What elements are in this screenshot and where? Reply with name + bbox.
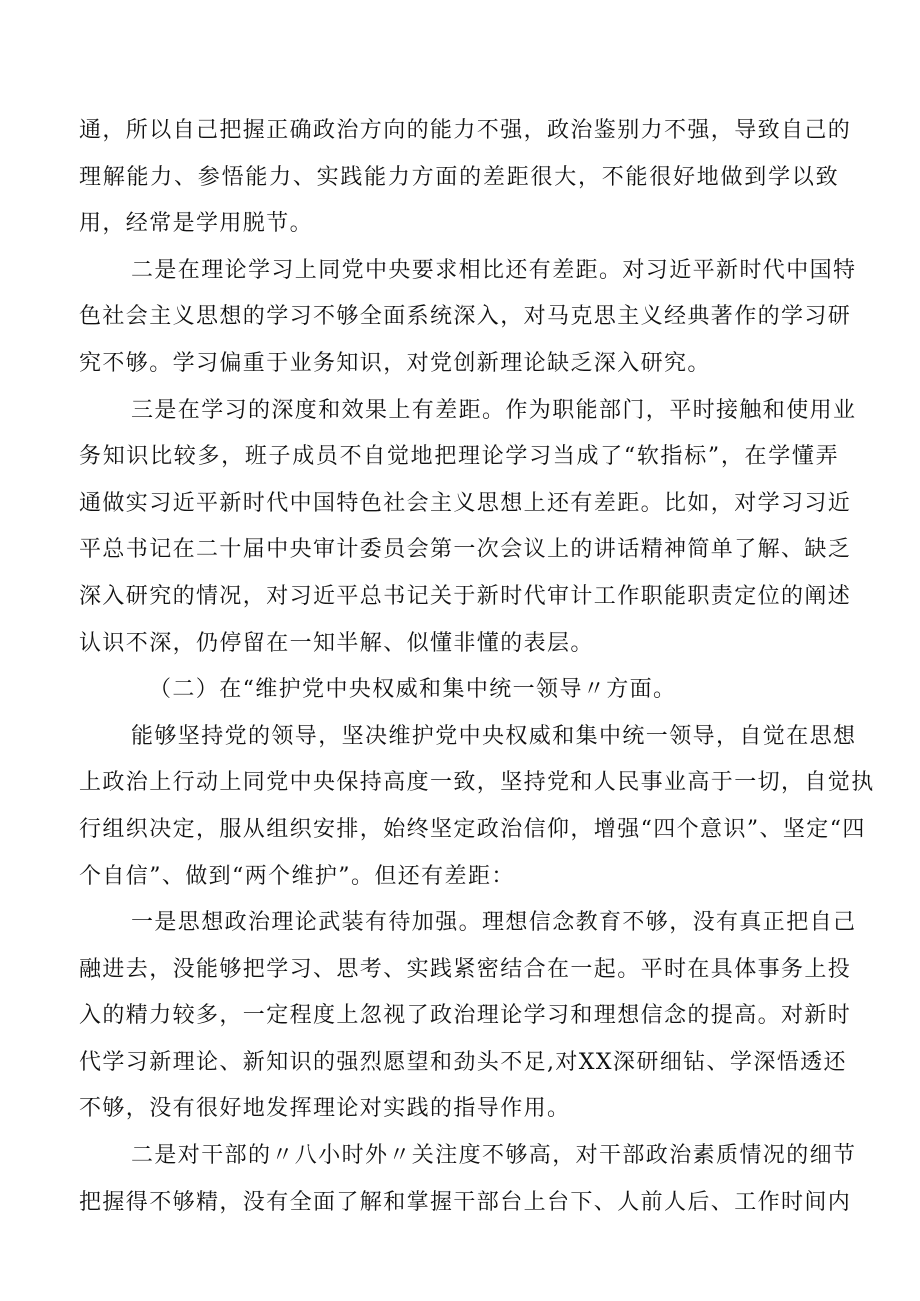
text-line: 二是在理论学习上同党中央要求相比还有差距。对习近平新时代中国特 (131, 257, 857, 283)
text-line: 融进去，没能够把学习、思考、实践紧密结合在一起。平时在具体事务上投 (79, 956, 852, 982)
text-line: 深入研究的情况，对习近平总书记关于新时代审计工作职能职责定位的阐述 (79, 583, 852, 609)
text-line: 通做实习近平新时代中国特色社会主义思想上还有差距。比如，对学习习近 (79, 490, 852, 516)
text-line: 通，所以自己把握正确政治方向的能力不强，政治鉴别力不强，导致自己的 (79, 118, 852, 143)
text-line: 上政治上行动上同党中央保持高度一致，坚持党和人民事业高于一切，自觉执 (79, 770, 875, 796)
text-line: 个自信”、做到“两个维护”。但还有差距： (79, 863, 515, 889)
text-line: 把握得不够精，没有全面了解和掌握干部台上台下、人前人后、工作时间内 (79, 1189, 852, 1215)
text-line: 平总书记在二十届中央审计委员会第一次会议上的讲话精神简单了解、缺乏 (79, 537, 852, 563)
text-line: 二是对干部的〃八小时外〃关注度不够高，对干部政治素质情况的细节 (131, 1143, 857, 1169)
text-line: 认识不深，仍停留在一知半解、似懂非懂的表层。 (79, 630, 594, 656)
text-line: 理解能力、参悟能力、实践能力方面的差距很大，不能很好地做到学以致 (79, 164, 839, 190)
document-body (79, 108, 875, 1226)
text-line: 一是思想政治理论武装有待加强。理想信念教育不够，没有真正把自己 (131, 910, 857, 936)
section-heading: （二）在“维护党中央权威和集中统一领导〃方面。 (149, 677, 677, 703)
text-line: 三是在学习的深度和效果上有差距。作为职能部门，平时接触和使用业 (131, 397, 857, 423)
text-line: 色社会主义思想的学习不够全面系统深入，对马克思主义经典著作的学习研 (79, 304, 852, 330)
text-line: 行组织决定，服从组织安排，始终坚定政治信仰，增强“四个意识”、坚定“四 (79, 816, 866, 842)
text-line: 不够，没有很好地发挥理论对实践的指导作用。 (79, 1096, 571, 1122)
text-line: 入的精力较多，一定程度上忽视了政治理论学习和理想信念的提高。对新时 (79, 1003, 852, 1029)
text-line: 务知识比较多，班子成员不自觉地把理论学习当成了“软指标”，在学懂弄 (79, 444, 839, 470)
text-line: 究不够。学习偏重于业务知识，对党创新理论缺乏深入研究。 (79, 350, 711, 376)
text-line: 能够坚持党的领导，坚决维护党中央权威和集中统一领导，自觉在思想 (131, 723, 857, 749)
text-line: 代学习新理论、新知识的强烈愿望和劲头不足,对XX深研细钻、学深悟透还 (79, 1049, 847, 1075)
text-line: 用，经常是学用脱节。 (79, 211, 314, 237)
